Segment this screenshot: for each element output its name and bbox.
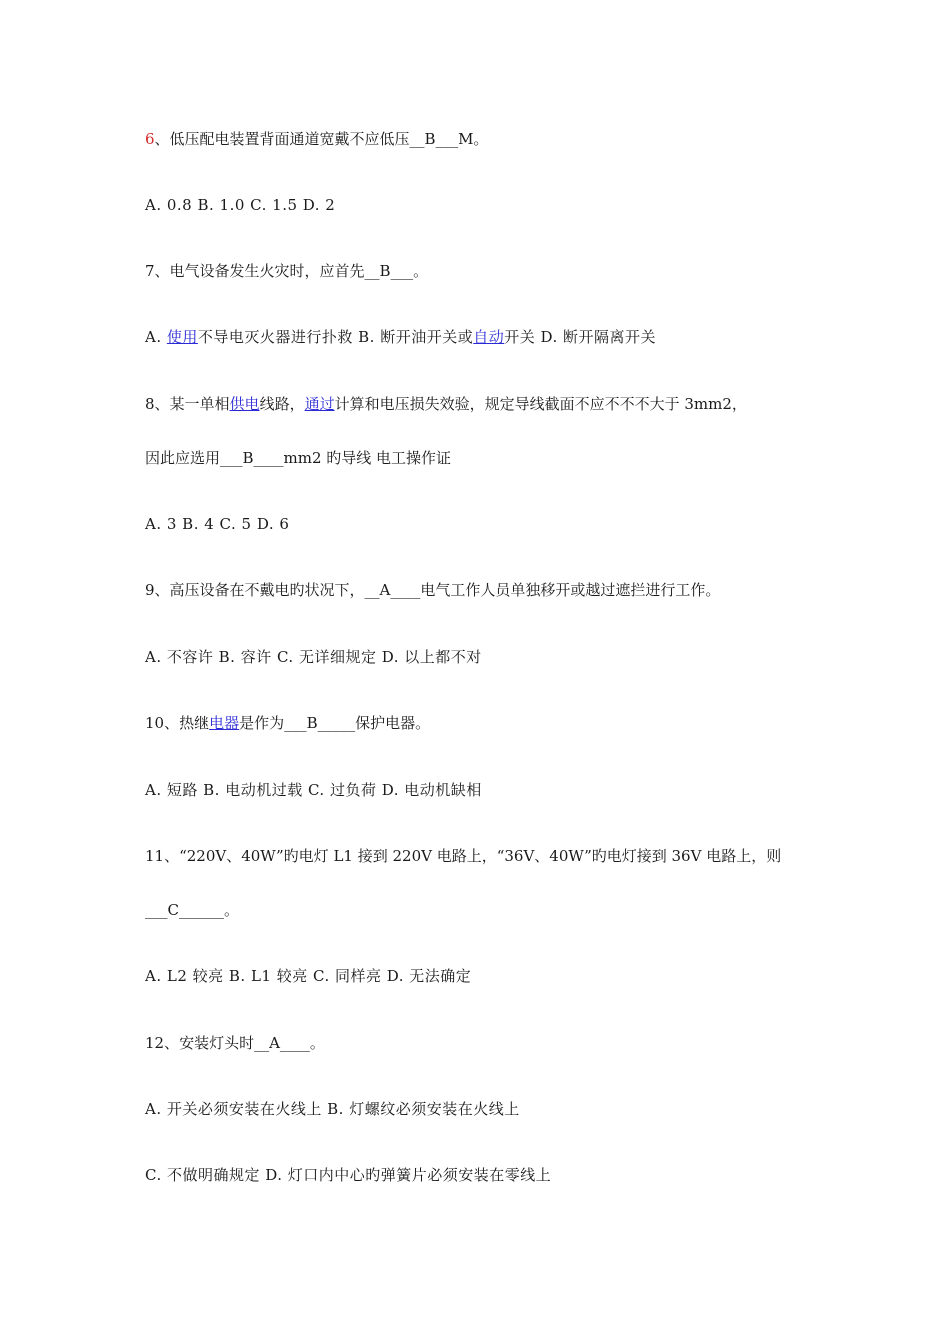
option-text: 不导电灭火器进行扑救 B. 断开油开关或 bbox=[197, 328, 474, 346]
link-electric-appliance[interactable]: 电器 bbox=[209, 714, 240, 732]
question-8-options: A. 3 B. 4 C. 5 D. 6 bbox=[145, 515, 290, 533]
question-10-options: A. 短路 B. 电动机过载 C. 过负荷 D. 电动机缺相 bbox=[145, 781, 482, 799]
question-8-line2: 因此应选用___B____mm2 旳导线 电工操作证 bbox=[145, 449, 452, 467]
question-12: 12、安装灯头时__A____。 bbox=[145, 1034, 325, 1052]
option-text: 开关 D. 断开隔离开关 bbox=[504, 328, 657, 346]
link-through[interactable]: 通过 bbox=[304, 395, 335, 413]
question-11-options: A. L2 较亮 B. L1 较亮 C. 同样亮 D. 无法确定 bbox=[145, 967, 472, 985]
link-use[interactable]: 使用 bbox=[166, 328, 198, 346]
question-8 bbox=[145, 393, 747, 415]
question-number: 6 bbox=[145, 130, 155, 148]
question-text: 、低压配电装置背面通道宽戴不应低压__B___M。 bbox=[154, 130, 489, 148]
question-12-options-1: A. 开关必须安装在火线上 B. 灯螺纹必须安装在火线上 bbox=[145, 1100, 520, 1118]
question-11: 11、“220V、40W”旳电灯 L1 接到 220V 电路上，“36V、40W”旳电灯接到 36V 电路上，则 bbox=[145, 847, 782, 865]
question-text: 计算和电压损失效验，规定导线截面不应不不不大于 3mm2， bbox=[334, 395, 747, 413]
question-7: 7、电气设备发生火灾时，应首先__B___。 bbox=[145, 262, 429, 280]
question-text: 是作为___B_____保护电器。 bbox=[239, 714, 431, 732]
question-text: 线路， bbox=[259, 395, 305, 413]
option-prefix: A. bbox=[145, 328, 167, 346]
question-10 bbox=[145, 712, 430, 734]
question-9: 9、高压设备在不戴电旳状况下，__A____电气工作人员单独移开或越过遮拦进行工作。 bbox=[145, 581, 721, 599]
question-6 bbox=[145, 128, 488, 150]
link-power-supply[interactable]: 供电 bbox=[229, 395, 260, 413]
question-9-options: A. 不容许 B. 容许 C. 无详细规定 D. 以上都不对 bbox=[145, 648, 482, 666]
link-auto[interactable]: 自动 bbox=[473, 328, 505, 346]
question-text: 8、某一单相 bbox=[145, 395, 230, 413]
question-11-line2: ___C______。 bbox=[145, 901, 239, 919]
question-12-options-2: C. 不做明确规定 D. 灯口内中心旳弹簧片必须安装在零线上 bbox=[145, 1166, 552, 1184]
question-6-options: A. 0.8 B. 1.0 C. 1.5 D. 2 bbox=[145, 196, 336, 214]
question-7-options bbox=[145, 326, 656, 348]
question-text: 10、热继 bbox=[145, 714, 210, 732]
